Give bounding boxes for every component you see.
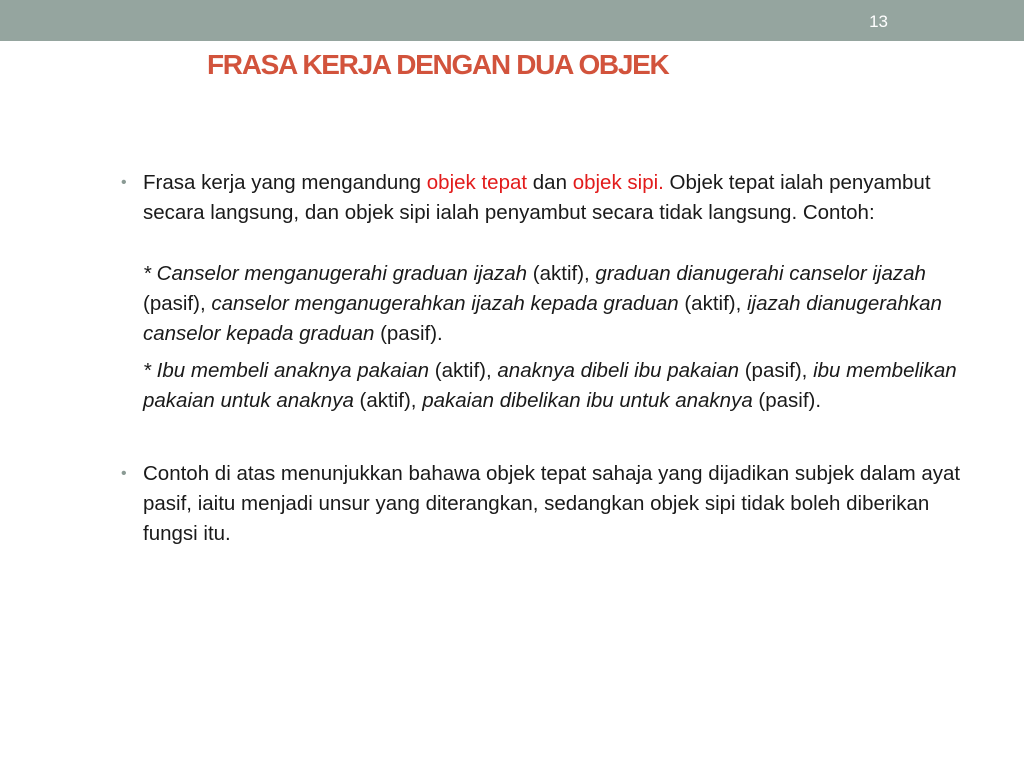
spacer	[110, 416, 970, 459]
bullet-item-definition	[110, 168, 970, 228]
example1-label-2: (pasif),	[143, 292, 212, 315]
definition-text-b: dan	[527, 171, 573, 194]
bullet-text-definition	[143, 168, 970, 228]
example1-sentence-1: * Canselor menganugerahi graduan ijazah	[143, 262, 528, 285]
bullet-dot-icon: •	[121, 174, 127, 191]
bullet-item-conclusion	[110, 459, 970, 549]
example2-label-2: (pasif),	[739, 359, 814, 382]
example1-label-3: (aktif),	[678, 292, 747, 315]
spacer	[110, 228, 970, 259]
bullet-text-conclusion: Contoh di atas menunjukkan bahawa objek tepat sahaja yang dijadikan subjek dalam ayat pasif, iaitu menjadi unsur yang diterangkan, sedangkan objek sipi tidak boleh diberikan fungsi itu.	[143, 462, 961, 545]
example2-sentence-3: ibu membelikan pakaian untuk anaknya	[143, 359, 957, 412]
example2-sentence-4: pakaian dibelikan ibu untuk anaknya	[422, 389, 753, 412]
spacer	[110, 349, 970, 356]
definition-text-c: Objek tepat ialah penyambut secara langsung, dan objek sipi ialah penyambut secara tidak langsung. Contoh:	[143, 171, 931, 224]
slide-number: 13	[869, 12, 888, 31]
example1-sentence-3: canselor menganugerahkan ijazah kepada graduan	[211, 292, 679, 315]
example2-label-4: (pasif).	[752, 389, 822, 412]
example-ibu	[110, 356, 970, 416]
example2-label-3: (aktif),	[353, 389, 423, 412]
slide-title: FRASA KERJA DENGAN DUA OBJEK	[207, 49, 669, 80]
definition-text-a: Frasa kerja yang mengandung	[143, 171, 427, 194]
example-canselor	[110, 259, 970, 349]
highlight-objek-tepat: objek tepat	[426, 171, 528, 194]
example1-label-1: (aktif),	[527, 262, 596, 285]
bullet-dot-icon: •	[121, 465, 127, 482]
highlight-objek-sipi: objek sipi.	[572, 171, 664, 194]
example1-label-4: (pasif).	[374, 322, 443, 345]
example1-sentence-4: ijazah dianugerahkan canselor kepada graduan	[143, 292, 942, 345]
slide-content	[110, 168, 970, 549]
example2-label-1: (aktif),	[429, 359, 498, 382]
example2-sentence-2: anaknya dibeli ibu pakaian	[497, 359, 740, 382]
example1-sentence-2: graduan dianugerahi canselor ijazah	[595, 262, 926, 285]
example2-sentence-1: * Ibu membeli anaknya pakaian	[143, 359, 430, 382]
top-bar	[0, 0, 1024, 41]
